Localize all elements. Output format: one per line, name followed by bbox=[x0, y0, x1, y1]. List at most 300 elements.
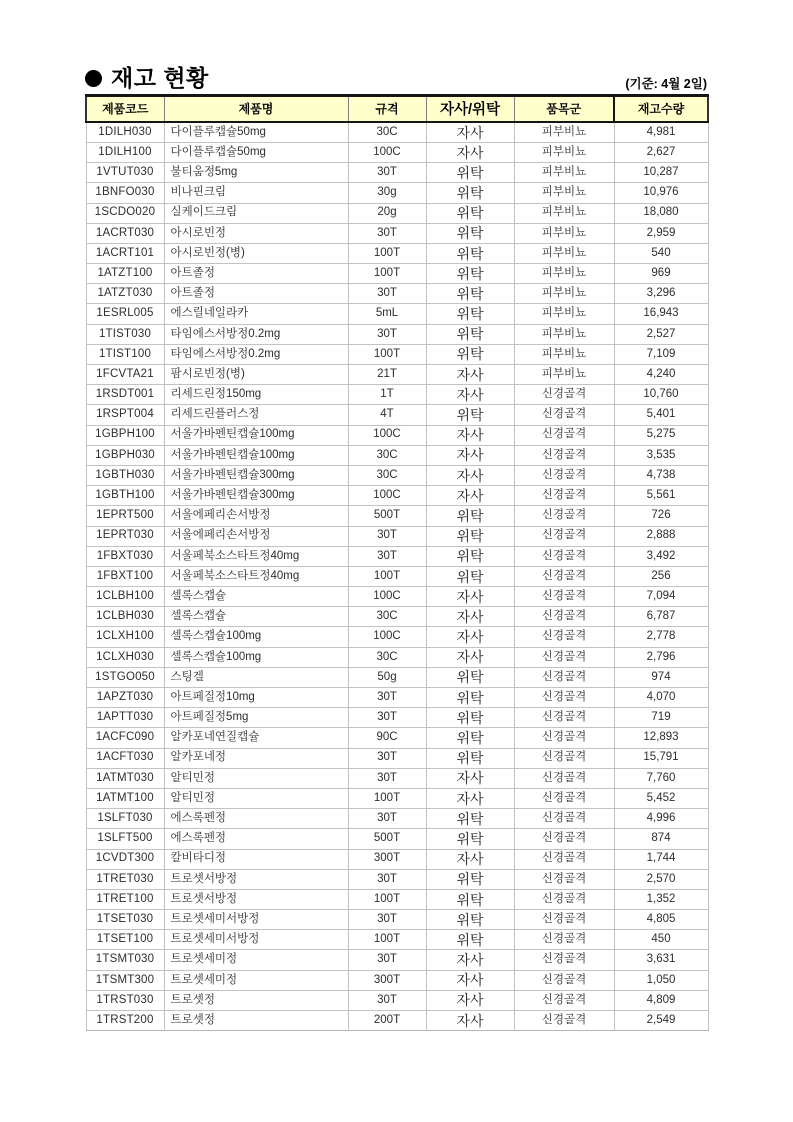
cell-type: 자사 bbox=[426, 385, 514, 405]
cell-spec: 90C bbox=[348, 728, 426, 748]
cell-type: 자사 bbox=[426, 425, 514, 445]
cell-group: 신경골격 bbox=[514, 768, 614, 788]
table-row bbox=[86, 627, 708, 647]
cell-spec: 30T bbox=[348, 688, 426, 708]
cell-type: 위탁 bbox=[426, 324, 514, 344]
cell-name: 서울가바펜틴캡슐300mg bbox=[164, 486, 348, 506]
cell-spec: 100T bbox=[348, 788, 426, 808]
cell-name: 칼비타디정 bbox=[164, 849, 348, 869]
col-header-inhouse-consign: 자사/위탁 bbox=[426, 96, 514, 123]
table-row bbox=[86, 324, 708, 344]
cell-qty: 7,109 bbox=[614, 344, 708, 364]
cell-qty: 719 bbox=[614, 708, 708, 728]
table-header-row bbox=[86, 96, 708, 123]
cell-qty: 974 bbox=[614, 667, 708, 687]
table-row bbox=[86, 223, 708, 243]
table-row bbox=[86, 869, 708, 889]
cell-name: 셀록스캡슐 bbox=[164, 607, 348, 627]
cell-group: 신경골격 bbox=[514, 506, 614, 526]
table-row bbox=[86, 748, 708, 768]
cell-code: 1STGO050 bbox=[86, 667, 164, 687]
table-row bbox=[86, 526, 708, 546]
cell-type: 자사 bbox=[426, 990, 514, 1010]
cell-name: 불티움정5mg bbox=[164, 163, 348, 183]
cell-qty: 3,492 bbox=[614, 546, 708, 566]
cell-group: 신경골격 bbox=[514, 465, 614, 485]
table-row bbox=[86, 970, 708, 990]
cell-name: 아트졸정 bbox=[164, 264, 348, 284]
cell-group: 신경골격 bbox=[514, 445, 614, 465]
table-row bbox=[86, 405, 708, 425]
table-row bbox=[86, 990, 708, 1010]
cell-type: 위탁 bbox=[426, 910, 514, 930]
cell-code: 1TSMT030 bbox=[86, 950, 164, 970]
cell-group: 신경골격 bbox=[514, 970, 614, 990]
cell-type: 자사 bbox=[426, 768, 514, 788]
cell-qty: 2,778 bbox=[614, 627, 708, 647]
col-header-spec: 규격 bbox=[348, 96, 426, 123]
cell-qty: 10,287 bbox=[614, 163, 708, 183]
cell-spec: 4T bbox=[348, 405, 426, 425]
cell-type: 위탁 bbox=[426, 869, 514, 889]
cell-type: 위탁 bbox=[426, 889, 514, 909]
cell-group: 신경골격 bbox=[514, 889, 614, 909]
cell-code: 1EPRT500 bbox=[86, 506, 164, 526]
table-row bbox=[86, 849, 708, 869]
cell-spec: 100T bbox=[348, 243, 426, 263]
cell-spec: 30T bbox=[348, 950, 426, 970]
cell-code: 1ATZT100 bbox=[86, 264, 164, 284]
table-row bbox=[86, 728, 708, 748]
table-row bbox=[86, 1011, 708, 1031]
table-row bbox=[86, 688, 708, 708]
cell-name: 트로셋정 bbox=[164, 990, 348, 1010]
cell-type: 위탁 bbox=[426, 243, 514, 263]
cell-spec: 500T bbox=[348, 506, 426, 526]
cell-code: 1VTUT030 bbox=[86, 163, 164, 183]
table-row bbox=[86, 788, 708, 808]
cell-code: 1DILH100 bbox=[86, 142, 164, 162]
cell-name: 스팅겔 bbox=[164, 667, 348, 687]
inventory-report bbox=[85, 66, 707, 1031]
cell-group: 신경골격 bbox=[514, 950, 614, 970]
cell-name: 알카포네정 bbox=[164, 748, 348, 768]
cell-group: 피부비뇨 bbox=[514, 304, 614, 324]
cell-name: 다이플루캡슐50mg bbox=[164, 142, 348, 162]
cell-code: 1ACRT101 bbox=[86, 243, 164, 263]
cell-qty: 4,070 bbox=[614, 688, 708, 708]
page-title bbox=[85, 66, 209, 91]
table-row bbox=[86, 930, 708, 950]
cell-type: 위탁 bbox=[426, 163, 514, 183]
cell-spec: 100T bbox=[348, 344, 426, 364]
cell-spec: 30C bbox=[348, 607, 426, 627]
table-row bbox=[86, 142, 708, 162]
cell-spec: 30C bbox=[348, 647, 426, 667]
cell-group: 신경골격 bbox=[514, 990, 614, 1010]
cell-code: 1SLFT500 bbox=[86, 829, 164, 849]
cell-qty: 2,549 bbox=[614, 1011, 708, 1031]
cell-name: 실케이드크림 bbox=[164, 203, 348, 223]
table-row bbox=[86, 950, 708, 970]
cell-name: 서울에페리손서방정 bbox=[164, 526, 348, 546]
cell-spec: 30T bbox=[348, 526, 426, 546]
cell-spec: 300T bbox=[348, 849, 426, 869]
table-row bbox=[86, 385, 708, 405]
cell-name: 타임에스서방정0.2mg bbox=[164, 324, 348, 344]
cell-code: 1TRST030 bbox=[86, 990, 164, 1010]
cell-code: 1FCVTA21 bbox=[86, 365, 164, 385]
table-row bbox=[86, 708, 708, 728]
cell-type: 위탁 bbox=[426, 708, 514, 728]
cell-type: 자사 bbox=[426, 445, 514, 465]
cell-spec: 100C bbox=[348, 425, 426, 445]
cell-qty: 5,401 bbox=[614, 405, 708, 425]
cell-spec: 100T bbox=[348, 930, 426, 950]
cell-group: 피부비뇨 bbox=[514, 183, 614, 203]
cell-code: 1ATZT030 bbox=[86, 284, 164, 304]
cell-code: 1ESRL005 bbox=[86, 304, 164, 324]
cell-spec: 30T bbox=[348, 748, 426, 768]
cell-qty: 10,760 bbox=[614, 385, 708, 405]
cell-name: 에스록펜정 bbox=[164, 809, 348, 829]
cell-group: 신경골격 bbox=[514, 627, 614, 647]
cell-code: 1CLBH030 bbox=[86, 607, 164, 627]
cell-qty: 4,240 bbox=[614, 365, 708, 385]
cell-qty: 5,561 bbox=[614, 486, 708, 506]
table-row bbox=[86, 425, 708, 445]
cell-type: 위탁 bbox=[426, 264, 514, 284]
cell-spec: 30C bbox=[348, 445, 426, 465]
cell-spec: 21T bbox=[348, 365, 426, 385]
cell-group: 신경골격 bbox=[514, 829, 614, 849]
cell-group: 피부비뇨 bbox=[514, 264, 614, 284]
table-row bbox=[86, 506, 708, 526]
cell-type: 자사 bbox=[426, 607, 514, 627]
cell-group: 신경골격 bbox=[514, 869, 614, 889]
cell-name: 서울가바펜틴캡슐100mg bbox=[164, 425, 348, 445]
cell-group: 신경골격 bbox=[514, 526, 614, 546]
cell-qty: 2,959 bbox=[614, 223, 708, 243]
cell-type: 자사 bbox=[426, 142, 514, 162]
cell-qty: 4,805 bbox=[614, 910, 708, 930]
cell-code: 1CLXH100 bbox=[86, 627, 164, 647]
cell-code: 1TSET100 bbox=[86, 930, 164, 950]
table-row bbox=[86, 667, 708, 687]
cell-spec: 30T bbox=[348, 324, 426, 344]
cell-code: 1GBTH030 bbox=[86, 465, 164, 485]
cell-group: 신경골격 bbox=[514, 566, 614, 586]
cell-code: 1TSET030 bbox=[86, 910, 164, 930]
cell-group: 신경골격 bbox=[514, 930, 614, 950]
cell-spec: 30T bbox=[348, 284, 426, 304]
cell-group: 신경골격 bbox=[514, 587, 614, 607]
cell-qty: 7,094 bbox=[614, 587, 708, 607]
cell-name: 비나핀크림 bbox=[164, 183, 348, 203]
cell-type: 자사 bbox=[426, 970, 514, 990]
cell-group: 피부비뇨 bbox=[514, 284, 614, 304]
cell-group: 신경골격 bbox=[514, 849, 614, 869]
cell-type: 자사 bbox=[426, 1011, 514, 1031]
cell-spec: 100T bbox=[348, 566, 426, 586]
cell-spec: 100C bbox=[348, 587, 426, 607]
cell-qty: 1,050 bbox=[614, 970, 708, 990]
cell-type: 자사 bbox=[426, 627, 514, 647]
cell-name: 트로셋세미정 bbox=[164, 970, 348, 990]
cell-code: 1SCDO020 bbox=[86, 203, 164, 223]
cell-qty: 4,996 bbox=[614, 809, 708, 829]
cell-type: 자사 bbox=[426, 465, 514, 485]
cell-spec: 200T bbox=[348, 1011, 426, 1031]
cell-qty: 12,893 bbox=[614, 728, 708, 748]
table-row bbox=[86, 910, 708, 930]
page-title-text: 재고 현황 bbox=[111, 65, 209, 91]
cell-code: 1FBXT030 bbox=[86, 546, 164, 566]
cell-code: 1FBXT100 bbox=[86, 566, 164, 586]
cell-spec: 5mL bbox=[348, 304, 426, 324]
cell-type: 위탁 bbox=[426, 203, 514, 223]
col-header-product-name: 제품명 bbox=[164, 96, 348, 123]
cell-name: 리세드린정150mg bbox=[164, 385, 348, 405]
cell-code: 1TRET030 bbox=[86, 869, 164, 889]
cell-group: 신경골격 bbox=[514, 546, 614, 566]
cell-spec: 30T bbox=[348, 910, 426, 930]
cell-type: 위탁 bbox=[426, 546, 514, 566]
cell-type: 자사 bbox=[426, 849, 514, 869]
cell-code: 1TRET100 bbox=[86, 889, 164, 909]
cell-spec: 30C bbox=[348, 465, 426, 485]
table-row bbox=[86, 829, 708, 849]
cell-group: 신경골격 bbox=[514, 667, 614, 687]
cell-type: 위탁 bbox=[426, 809, 514, 829]
cell-code: 1TSMT300 bbox=[86, 970, 164, 990]
cell-qty: 540 bbox=[614, 243, 708, 263]
cell-spec: 50g bbox=[348, 667, 426, 687]
cell-group: 신경골격 bbox=[514, 809, 614, 829]
cell-group: 신경골격 bbox=[514, 425, 614, 445]
cell-name: 타임에스서방정0.2mg bbox=[164, 344, 348, 364]
cell-name: 아트페질정10mg bbox=[164, 688, 348, 708]
cell-type: 위탁 bbox=[426, 183, 514, 203]
cell-type: 자사 bbox=[426, 365, 514, 385]
cell-code: 1ACFC090 bbox=[86, 728, 164, 748]
table-row bbox=[86, 607, 708, 627]
cell-group: 신경골격 bbox=[514, 728, 614, 748]
table-row bbox=[86, 203, 708, 223]
cell-name: 알티민정 bbox=[164, 768, 348, 788]
cell-spec: 1T bbox=[348, 385, 426, 405]
cell-spec: 30g bbox=[348, 183, 426, 203]
cell-spec: 30T bbox=[348, 869, 426, 889]
cell-spec: 30C bbox=[348, 122, 426, 142]
cell-name: 트로셋서방정 bbox=[164, 889, 348, 909]
cell-group: 신경골격 bbox=[514, 405, 614, 425]
inventory-table bbox=[85, 94, 709, 1031]
cell-name: 팜시로빈정(병) bbox=[164, 365, 348, 385]
cell-type: 위탁 bbox=[426, 566, 514, 586]
cell-group: 신경골격 bbox=[514, 688, 614, 708]
cell-code: 1RSPT004 bbox=[86, 405, 164, 425]
cell-type: 위탁 bbox=[426, 526, 514, 546]
cell-code: 1CLBH100 bbox=[86, 587, 164, 607]
table-row bbox=[86, 365, 708, 385]
cell-group: 피부비뇨 bbox=[514, 365, 614, 385]
cell-spec: 100T bbox=[348, 889, 426, 909]
cell-qty: 4,809 bbox=[614, 990, 708, 1010]
cell-qty: 1,744 bbox=[614, 849, 708, 869]
cell-type: 자사 bbox=[426, 950, 514, 970]
bullet-icon bbox=[85, 70, 102, 87]
cell-spec: 300T bbox=[348, 970, 426, 990]
cell-group: 피부비뇨 bbox=[514, 203, 614, 223]
cell-type: 자사 bbox=[426, 587, 514, 607]
table-row bbox=[86, 889, 708, 909]
cell-type: 위탁 bbox=[426, 304, 514, 324]
cell-spec: 30T bbox=[348, 768, 426, 788]
cell-name: 리세드린플러스정 bbox=[164, 405, 348, 425]
cell-code: 1TIST030 bbox=[86, 324, 164, 344]
cell-code: 1TIST100 bbox=[86, 344, 164, 364]
cell-qty: 5,275 bbox=[614, 425, 708, 445]
cell-spec: 30T bbox=[348, 546, 426, 566]
cell-name: 서울가바펜틴캡슐300mg bbox=[164, 465, 348, 485]
cell-qty: 726 bbox=[614, 506, 708, 526]
cell-code: 1EPRT030 bbox=[86, 526, 164, 546]
cell-code: 1APTT030 bbox=[86, 708, 164, 728]
cell-name: 서울페북소스타트정40mg bbox=[164, 566, 348, 586]
cell-qty: 4,738 bbox=[614, 465, 708, 485]
cell-code: 1GBPH100 bbox=[86, 425, 164, 445]
cell-type: 위탁 bbox=[426, 405, 514, 425]
cell-code: 1GBPH030 bbox=[86, 445, 164, 465]
cell-spec: 30T bbox=[348, 223, 426, 243]
cell-group: 피부비뇨 bbox=[514, 324, 614, 344]
cell-code: 1BNFO030 bbox=[86, 183, 164, 203]
cell-group: 신경골격 bbox=[514, 647, 614, 667]
cell-qty: 2,888 bbox=[614, 526, 708, 546]
title-row bbox=[85, 66, 707, 91]
cell-code: 1ATMT100 bbox=[86, 788, 164, 808]
cell-spec: 30T bbox=[348, 990, 426, 1010]
cell-spec: 100C bbox=[348, 486, 426, 506]
cell-code: 1RSDT001 bbox=[86, 385, 164, 405]
cell-group: 피부비뇨 bbox=[514, 122, 614, 142]
cell-type: 위탁 bbox=[426, 667, 514, 687]
cell-qty: 3,535 bbox=[614, 445, 708, 465]
cell-type: 위탁 bbox=[426, 344, 514, 364]
cell-type: 자사 bbox=[426, 486, 514, 506]
cell-code: 1ACFT030 bbox=[86, 748, 164, 768]
table-row bbox=[86, 546, 708, 566]
table-row bbox=[86, 587, 708, 607]
table-row bbox=[86, 243, 708, 263]
cell-name: 서울페북소스타트정40mg bbox=[164, 546, 348, 566]
cell-spec: 100C bbox=[348, 142, 426, 162]
as-of-date-label: (기준: 4월 2일) bbox=[625, 76, 707, 91]
cell-type: 위탁 bbox=[426, 506, 514, 526]
cell-type: 위탁 bbox=[426, 728, 514, 748]
cell-type: 자사 bbox=[426, 788, 514, 808]
cell-code: 1TRST200 bbox=[86, 1011, 164, 1031]
cell-name: 아트졸정 bbox=[164, 284, 348, 304]
col-header-item-group: 품목군 bbox=[514, 96, 614, 123]
cell-group: 신경골격 bbox=[514, 748, 614, 768]
cell-code: 1SLFT030 bbox=[86, 809, 164, 829]
cell-qty: 2,527 bbox=[614, 324, 708, 344]
cell-qty: 450 bbox=[614, 930, 708, 950]
cell-qty: 6,787 bbox=[614, 607, 708, 627]
cell-type: 위탁 bbox=[426, 829, 514, 849]
cell-group: 신경골격 bbox=[514, 385, 614, 405]
cell-group: 피부비뇨 bbox=[514, 142, 614, 162]
table-row bbox=[86, 445, 708, 465]
table-row bbox=[86, 486, 708, 506]
cell-qty: 256 bbox=[614, 566, 708, 586]
cell-type: 위탁 bbox=[426, 930, 514, 950]
cell-group: 피부비뇨 bbox=[514, 243, 614, 263]
cell-spec: 500T bbox=[348, 829, 426, 849]
table-row bbox=[86, 304, 708, 324]
cell-code: 1CLXH030 bbox=[86, 647, 164, 667]
cell-group: 신경골격 bbox=[514, 607, 614, 627]
cell-group: 신경골격 bbox=[514, 708, 614, 728]
cell-qty: 1,352 bbox=[614, 889, 708, 909]
cell-type: 위탁 bbox=[426, 748, 514, 768]
cell-name: 트로셋세미서방정 bbox=[164, 910, 348, 930]
col-header-product-code: 제품코드 bbox=[86, 96, 164, 123]
cell-name: 아시로빈정 bbox=[164, 223, 348, 243]
table-row bbox=[86, 163, 708, 183]
cell-qty: 7,760 bbox=[614, 768, 708, 788]
cell-code: 1ACRT030 bbox=[86, 223, 164, 243]
cell-name: 서울가바펜틴캡슐100mg bbox=[164, 445, 348, 465]
cell-qty: 3,631 bbox=[614, 950, 708, 970]
cell-type: 자사 bbox=[426, 647, 514, 667]
cell-qty: 874 bbox=[614, 829, 708, 849]
cell-qty: 18,080 bbox=[614, 203, 708, 223]
cell-group: 피부비뇨 bbox=[514, 163, 614, 183]
table-row bbox=[86, 344, 708, 364]
cell-qty: 5,452 bbox=[614, 788, 708, 808]
cell-spec: 30T bbox=[348, 163, 426, 183]
cell-qty: 2,627 bbox=[614, 142, 708, 162]
cell-group: 피부비뇨 bbox=[514, 344, 614, 364]
table-row bbox=[86, 264, 708, 284]
cell-name: 트로셋세미서방정 bbox=[164, 930, 348, 950]
cell-code: 1DILH030 bbox=[86, 122, 164, 142]
cell-name: 셀록스캡슐100mg bbox=[164, 647, 348, 667]
cell-name: 아트페질정5mg bbox=[164, 708, 348, 728]
table-row bbox=[86, 566, 708, 586]
cell-group: 신경골격 bbox=[514, 1011, 614, 1031]
cell-type: 위탁 bbox=[426, 688, 514, 708]
cell-group: 피부비뇨 bbox=[514, 223, 614, 243]
cell-spec: 20g bbox=[348, 203, 426, 223]
cell-name: 아시로빈정(병) bbox=[164, 243, 348, 263]
cell-code: 1CVDT300 bbox=[86, 849, 164, 869]
cell-qty: 16,943 bbox=[614, 304, 708, 324]
cell-name: 알티민정 bbox=[164, 788, 348, 808]
cell-qty: 15,791 bbox=[614, 748, 708, 768]
table-row bbox=[86, 647, 708, 667]
cell-name: 셀록스캡슐 bbox=[164, 587, 348, 607]
cell-group: 신경골격 bbox=[514, 486, 614, 506]
cell-name: 셀록스캡슐100mg bbox=[164, 627, 348, 647]
cell-qty: 2,570 bbox=[614, 869, 708, 889]
cell-name: 다이플루캡슐50mg bbox=[164, 122, 348, 142]
cell-type: 위탁 bbox=[426, 284, 514, 304]
cell-code: 1APZT030 bbox=[86, 688, 164, 708]
